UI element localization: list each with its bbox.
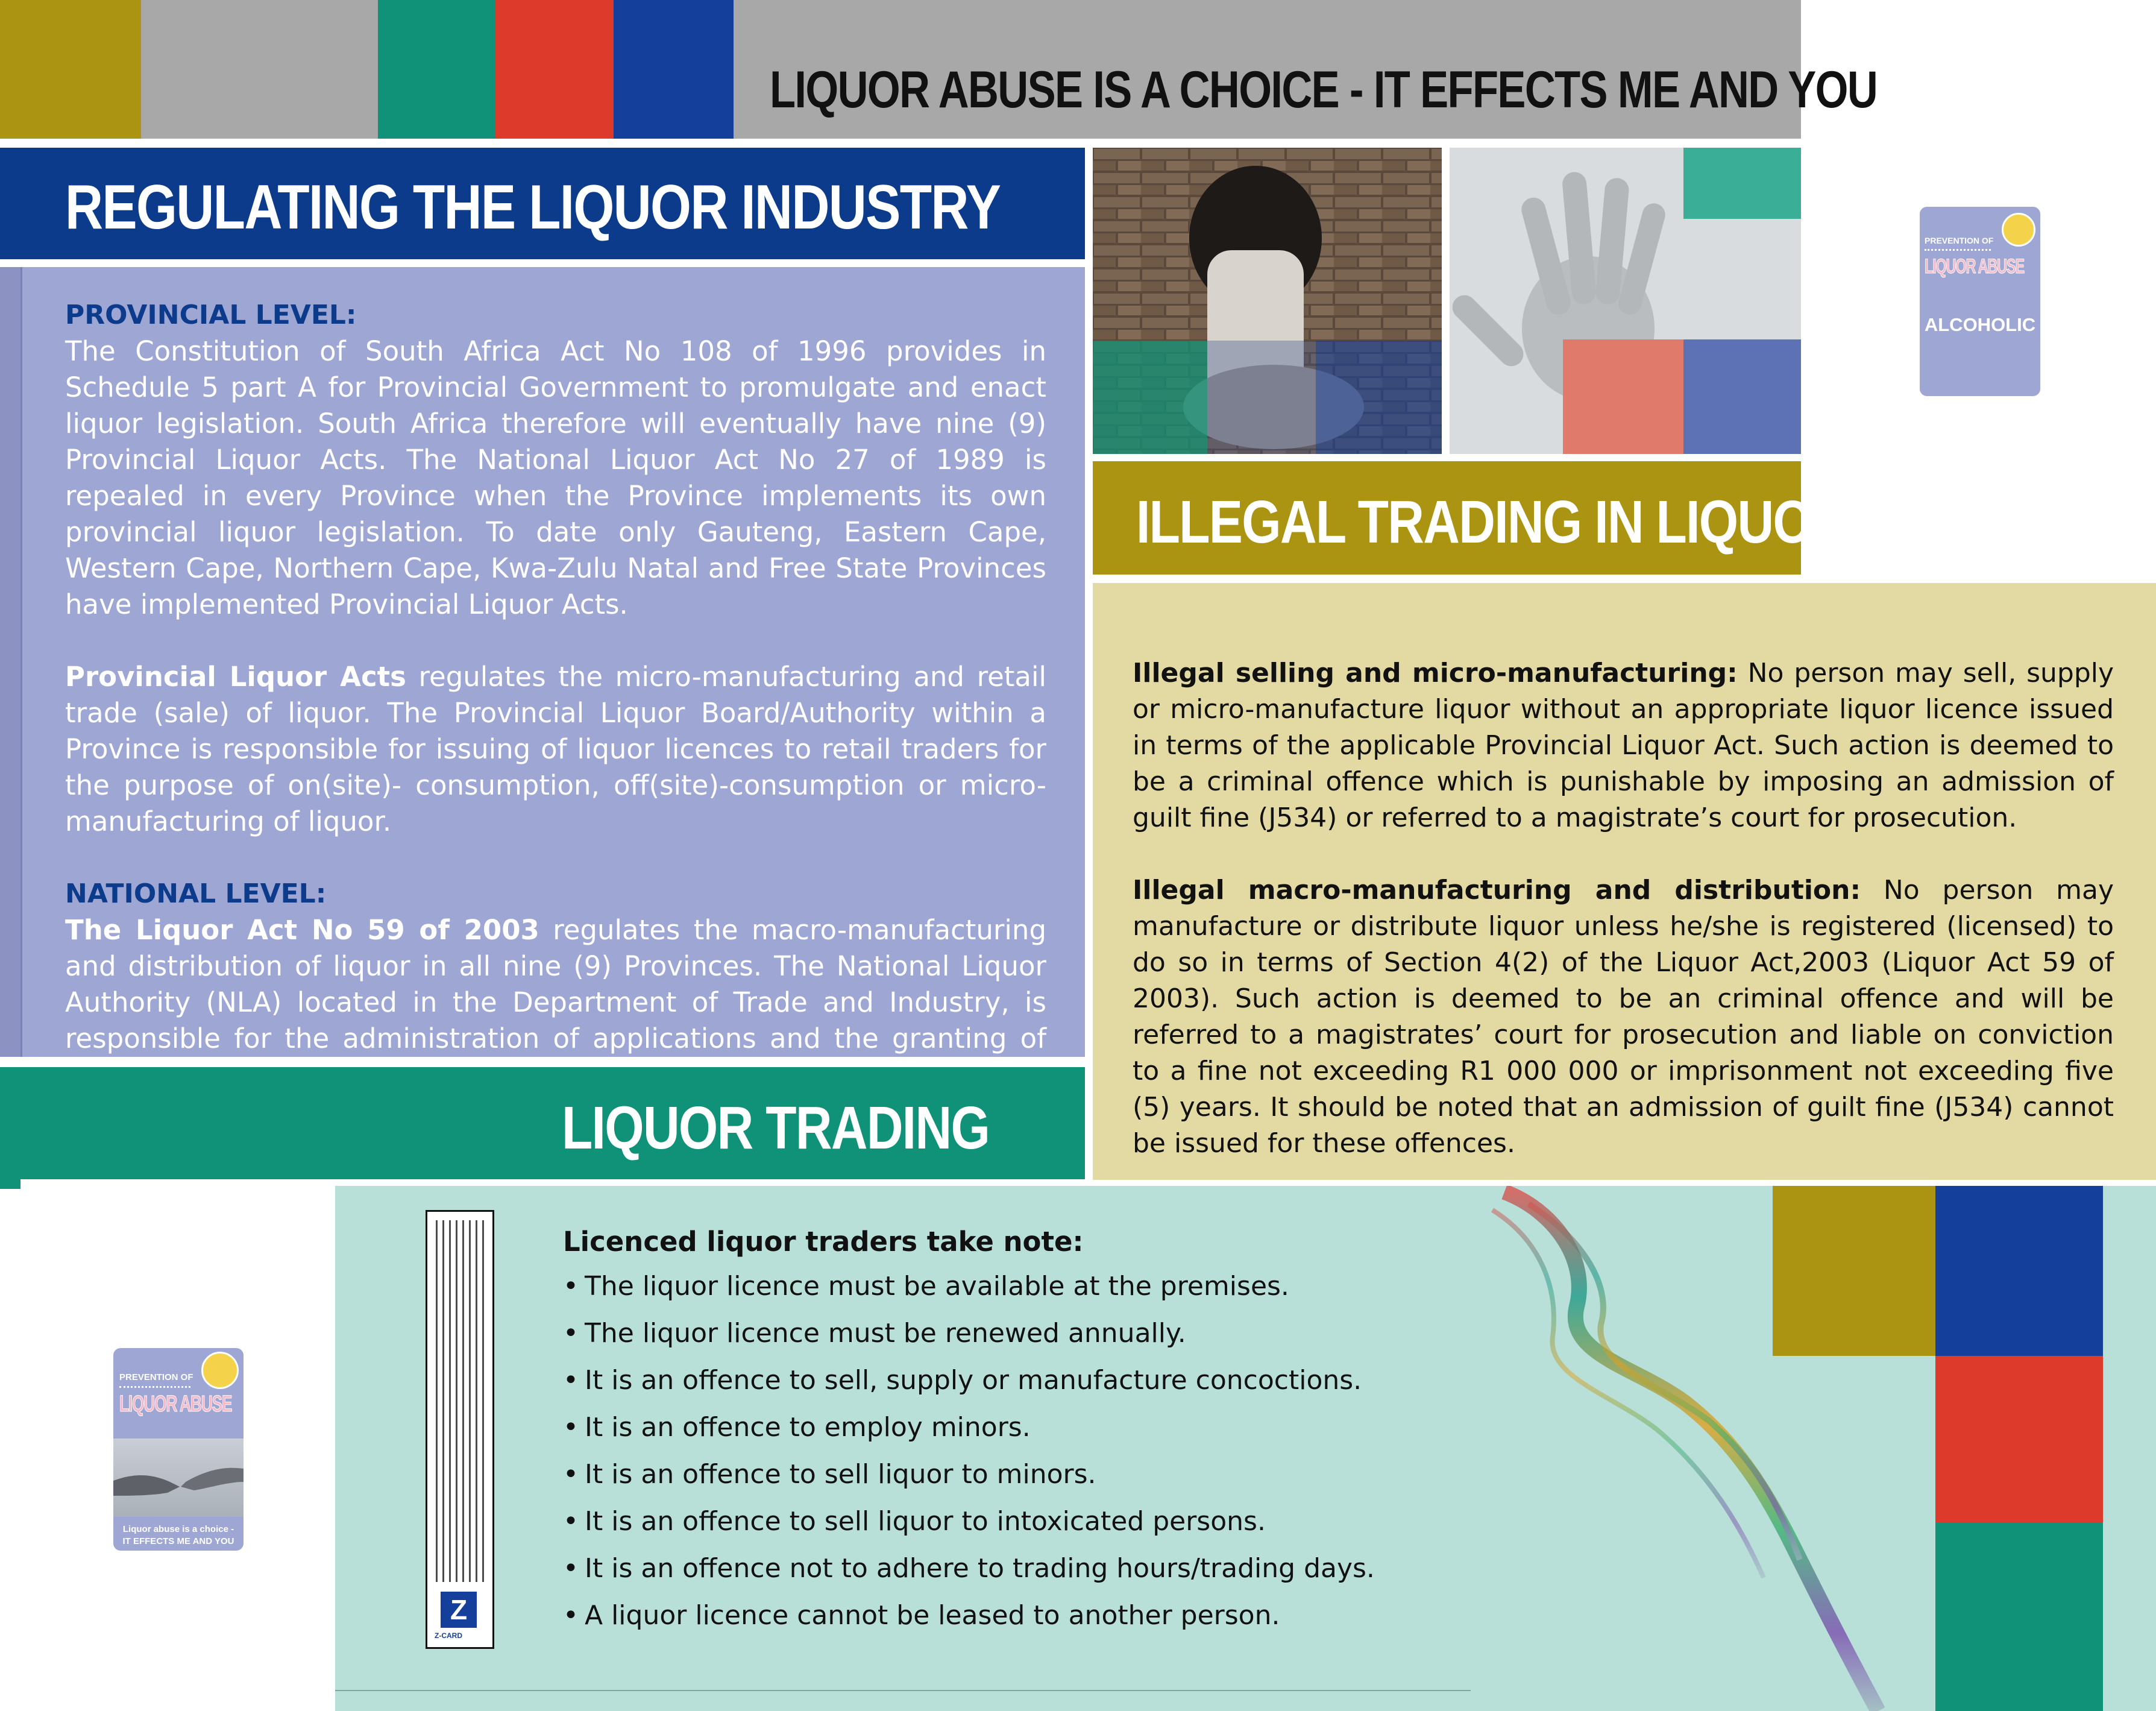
illegal-selling-text: No person may sell, supply or micro-manufacture liquor without an appropriate liquor licence issued in terms of the applicable Provincial Liquor Act. Such action is deemed to be a criminal offence which is punishable by imposing an admission of guilt fine (J534) or referred to a magistrate’s court for prosecution. — [1133, 658, 2114, 833]
card-left — [113, 1348, 244, 1551]
card-left-logo: LIQUOR ABUSE — [119, 1391, 232, 1417]
zcard-brand: Z-CARD — [435, 1631, 462, 1640]
illegal-macro-bold: Illegal macro-manufacturing and distribution: — [1133, 875, 1861, 906]
zcard-legal-lines — [436, 1220, 484, 1582]
notes-heading: Licenced liquor traders take note: — [563, 1226, 1084, 1258]
notes-item: • It is an offence to employ minors. — [563, 1404, 1407, 1451]
national-heading: NATIONAL LEVEL: — [65, 878, 327, 909]
provincial-paragraph-1: The Constitution of South Africa Act No 108 of 1996 provides in Schedule 5 part A for Provincial Government to promulgate and enact liquor legislation. South Africa therefore will eventually have nine (9) Provincial Liquor Acts. The National Liquor Act No 27 of 1989 is repealed in every Province when the Province implements its own provincial liquor legislation. To date only Gauteng, Eastern Cape, Western Cape, Northern Cape, Kwa-Zulu Natal and Free State Provinces have implemented Provincial Liquor Acts. — [65, 335, 1046, 620]
trading-title-bar — [0, 1067, 1085, 1179]
card-left-prevention: PREVENTION OF — [119, 1372, 193, 1382]
banner-swatch-red — [495, 0, 614, 139]
card-left-hands-image — [113, 1438, 244, 1517]
card-alcoholic-seal-icon — [2002, 213, 2035, 247]
notes-item: • It is an offence to sell liquor to minors. — [563, 1451, 1407, 1498]
card-alcoholic-logo: LIQUOR ABUSE — [1925, 255, 2024, 278]
card-left-dots — [119, 1386, 190, 1388]
notes-swatch-blue — [1935, 1186, 2103, 1356]
notes-item: • It is an offence not to adhere to trading hours/trading days. — [563, 1545, 1407, 1592]
illegal-title: ILLEGAL TRADING IN LIQUOR — [1136, 488, 1847, 556]
national-act-text: regulates the macro-manufacturing and distribution of liquor in all nine (9) Provinces. The National Liquor Authority (NLA) located in the Department of Trade and Industry, is responsible for the administration of applications and the granting of — [65, 914, 1047, 1054]
regulating-panel — [0, 267, 1085, 1057]
card-left-tagline-1: Liquor abuse is a choice - — [122, 1524, 234, 1534]
provincial-acts-text: regulates the micro-manufacturing and retail trade (sale) of liquor. The Provincial Liquor Board/Authority within a Province is responsible for issuing of liquor licences to retail traders for the purpose of on(site)- consumption, off(site)-consumption or micro-manufacturing of liquor. — [65, 661, 1047, 837]
card-alcoholic-dots — [1925, 249, 1991, 251]
national-act-bold: The Liquor Act No 59 of 2003 — [65, 914, 539, 946]
notes-swatch-olive — [1773, 1186, 1935, 1356]
provincial-paragraph-2 — [65, 659, 1046, 840]
provincial-acts-bold: Provincial Liquor Acts — [65, 661, 406, 693]
card-alcoholic-prevention: PREVENTION OF — [1925, 236, 1994, 245]
illegal-macro-text: No person may manufacture or distribute liquor unless he/she is registered (licensed) to do so in terms of Section 4(2) of the Liquor Act,2003 (Liquor Act 59 of 2003). Such action is deemed to be an criminal offence and will be referred to a magistrates’ court for prosecution and liable on conviction to a fine not exceeding R1 000 000 or imprisonment not exceeding five (5) years. It should be noted that an admission of guilt fine (J534) cannot be issued for these offences. — [1133, 875, 2114, 1159]
photo-hand-print — [1450, 148, 1801, 454]
illegal-selling-bold: Illegal selling and micro-manufacturing: — [1133, 658, 1738, 688]
illegal-paragraph-1 — [1133, 655, 2114, 836]
notes-item: • The liquor licence must be renewed annually. — [563, 1310, 1407, 1357]
trading-title-tail — [0, 1179, 20, 1189]
provincial-heading: PROVINCIAL LEVEL: — [65, 300, 357, 330]
card-left-tagline-2: IT EFFECTS ME AND YOU — [122, 1536, 234, 1546]
trading-title: LIQUOR TRADING — [562, 1094, 990, 1162]
notes-swatch-green — [1935, 1522, 2103, 1711]
notes-item: • A liquor licence cannot be leased to another person. — [563, 1592, 1407, 1639]
photo-hand-print-image — [1450, 148, 1801, 454]
notes-item: • The liquor licence must be available at the premises. — [563, 1263, 1407, 1310]
photo-sad-girl — [1093, 148, 1442, 454]
banner-swatch-green — [378, 0, 495, 139]
regulating-title-bar — [0, 148, 1085, 259]
illegal-panel — [1093, 583, 2156, 1180]
notes-item: • It is an offence to sell, supply or manufacture concoctions. — [563, 1357, 1407, 1404]
regulating-title: REGULATING THE LIQUOR INDUSTRY — [65, 172, 1001, 242]
regulating-panel-stripe — [0, 267, 22, 1057]
banner-title-bar — [734, 0, 1878, 139]
notes-list — [563, 1263, 1407, 1639]
card-alcoholic-label: ALCOHOLIC — [1924, 314, 2036, 335]
card-alcoholic — [1920, 207, 2040, 396]
photo-sad-girl-image — [1093, 148, 1442, 454]
banner-swatch-grey — [141, 0, 378, 139]
zcard-logo-icon: Z — [441, 1592, 477, 1628]
notes-swatch-red — [1935, 1356, 2103, 1522]
notes-item: • It is an offence to sell liquor to intoxicated persons. — [563, 1498, 1407, 1545]
zcard-legal-strip — [426, 1210, 494, 1649]
notes-panel — [335, 1186, 2156, 1711]
illegal-paragraph-2 — [1133, 872, 2114, 1162]
banner-swatch-olive — [0, 0, 141, 139]
banner-swatch-blue — [614, 0, 734, 139]
illegal-title-bar — [1093, 461, 1847, 575]
banner-title: LIQUOR ABUSE IS A CHOICE - IT EFFECTS ME AND YOU — [770, 61, 1878, 119]
card-left-seal-icon — [201, 1352, 239, 1389]
notes-bottom-line — [335, 1690, 1471, 1691]
